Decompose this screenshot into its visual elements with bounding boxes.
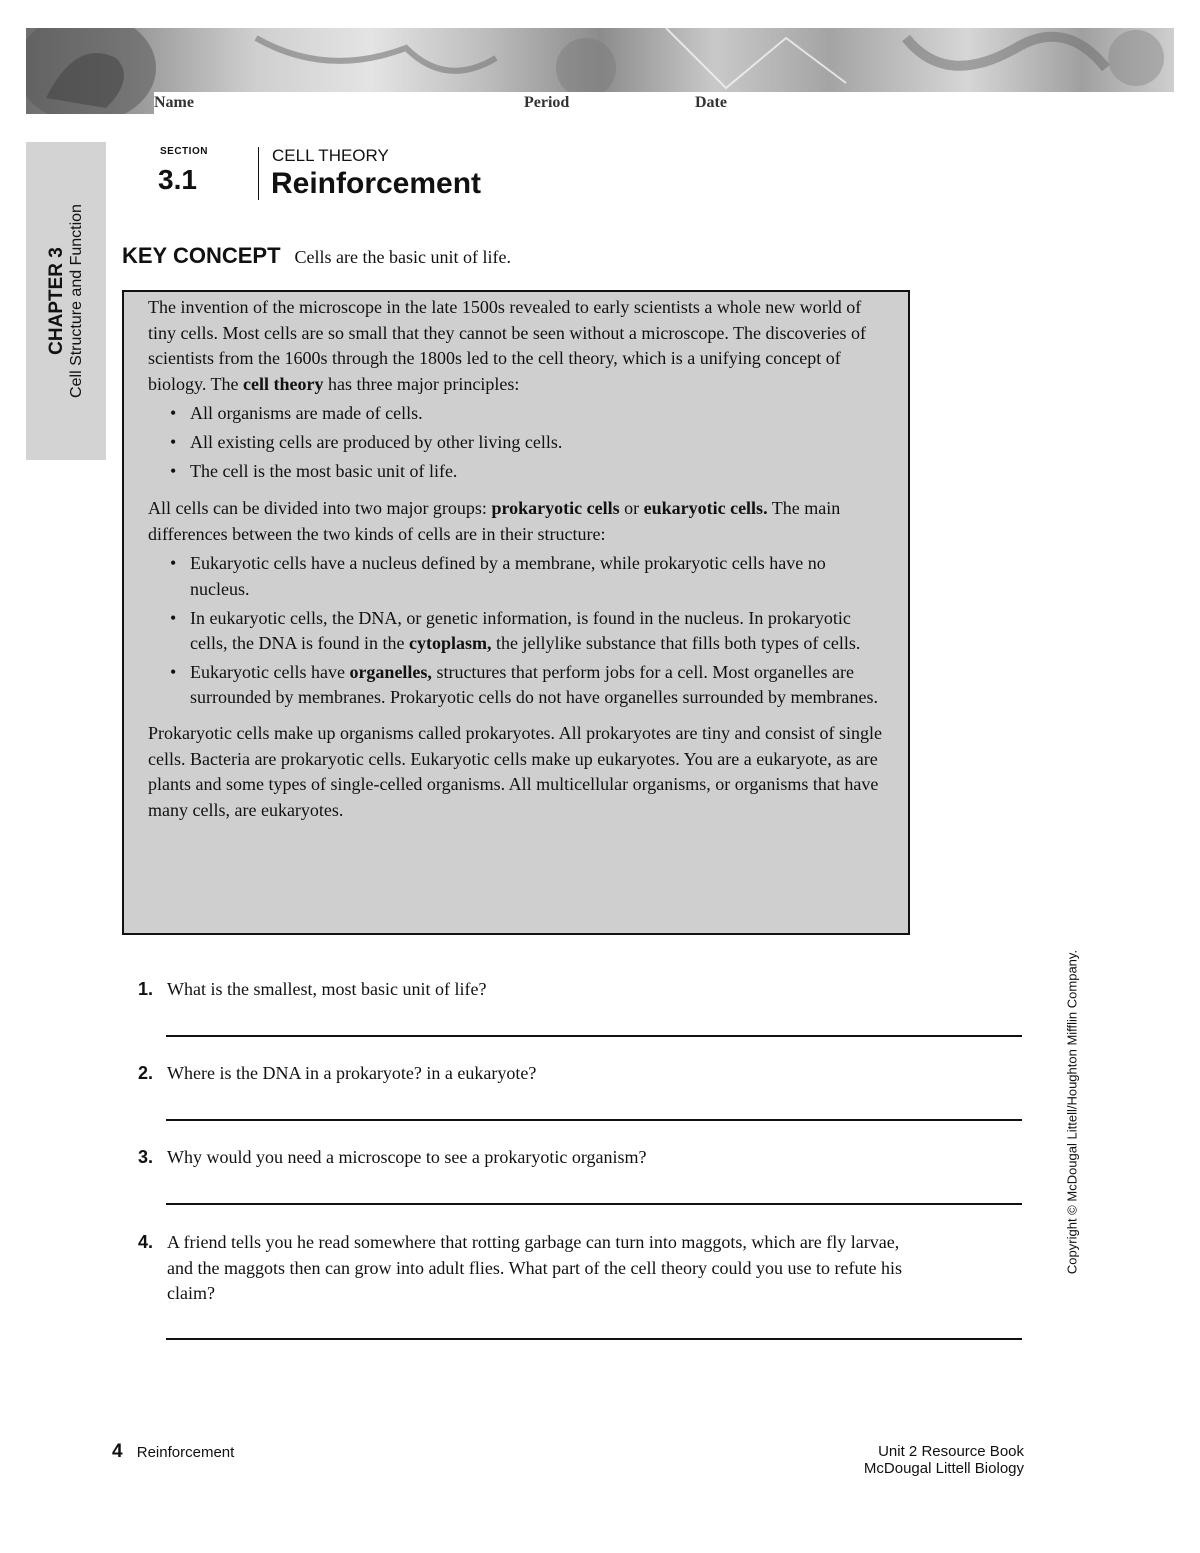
list-item: [148, 660, 886, 711]
list-item: • All organisms are made of cells.: [148, 401, 886, 427]
chapter-number: CHAPTER 3: [45, 247, 67, 355]
chapter-side-label: [46, 151, 86, 451]
term-organelles: organelles,: [349, 661, 432, 682]
question-text: Where is the DNA in a prokaryote? in a eukaryote?: [167, 1063, 537, 1083]
term-eukaryotic-cells: eukaryotic cells.: [643, 498, 768, 519]
question-2: [138, 1061, 918, 1087]
question-3: [138, 1145, 918, 1171]
passage-text: structures that perform jobs for a cell. Most organelles are surrounded by membranes. Prokaryotic cells do not have organelles surrounded by membranes.: [190, 661, 878, 708]
passage-paragraph-3: Prokaryotic cells make up organisms called prokaryotes. All prokaryotes are tiny and consist of single cells. Bacteria are prokaryotic cells. Eukaryotic cells make up eukaryotes. You are a eukaryote, as are plants and some types of single-celled organisms. All multicellular organisms, or organisms that have many cells, are eukaryotes.: [148, 722, 882, 820]
period-label: Period: [524, 94, 570, 111]
passage-text: The invention of the microscope in the late 1500s revealed to early scientists a whole new world of tiny cells. Most cells are so small that they cannot be seen without a microscope. The discoveries of scientists from the 1600s through the 1800s led to the cell theory, which is a unifying concept of biology. The: [148, 297, 866, 394]
answer-line-4[interactable]: [166, 1338, 1022, 1340]
question-number: 4.: [138, 1232, 154, 1252]
footer-page-label: Reinforcement: [136, 1444, 235, 1461]
principles-list: [148, 401, 886, 484]
key-concept-label: KEY CONCEPT: [122, 243, 281, 268]
passage-paragraph-2: [148, 496, 886, 547]
question-1: [138, 977, 918, 1003]
list-item: • The cell is the most basic unit of life.: [148, 459, 886, 485]
question-text: A friend tells you he read somewhere that rotting garbage can turn into maggots, which are fly larvae, and the maggots then can grow into adult flies. What part of the cell theory could you use to refute his claim?: [167, 1232, 902, 1304]
term-prokaryotic-cells: prokaryotic cells: [491, 498, 620, 519]
page-number: 4: [112, 1441, 123, 1462]
answer-line-2[interactable]: [166, 1119, 1022, 1121]
question-4: [138, 1230, 918, 1307]
question-text: What is the smallest, most basic unit of life?: [167, 979, 487, 999]
question-number: 2.: [138, 1063, 154, 1083]
passage-text: the jellylike substance that fills both types of cells.: [491, 633, 861, 654]
passage-text: The main differences between the two kinds of cells are in their structure:: [148, 498, 841, 544]
list-item: • All existing cells are produced by other living cells.: [148, 430, 886, 456]
term-cell-theory: cell theory: [243, 373, 324, 394]
footer-book-info: [864, 1443, 1024, 1477]
name-label: Name: [154, 94, 194, 111]
chapter-title: Cell Structure and Function: [67, 204, 85, 398]
footer-book-title: Unit 2 Resource Book: [878, 1443, 1024, 1460]
section-topic: CELL THEORY: [272, 146, 389, 165]
question-number: 3.: [138, 1147, 154, 1167]
passage-text: All cells can be divided into two major groups:: [148, 498, 492, 519]
reading-passage-box: [122, 290, 910, 935]
passage-paragraph-1: [148, 295, 886, 397]
passage-text: has three major principles:: [323, 373, 520, 394]
list-item: [148, 606, 886, 657]
passage-text: In eukaryotic cells, the DNA, or genetic information, is found in the nucleus. In prokaryotic cells, the DNA is found in the: [190, 607, 851, 654]
section-number: 3.1: [158, 164, 197, 195]
question-text: Why would you need a microscope to see a prokaryotic organism?: [167, 1147, 647, 1167]
question-number: 1.: [138, 979, 154, 999]
section-divider: [258, 147, 259, 200]
answer-line-1[interactable]: [166, 1035, 1022, 1037]
key-concept-text: Cells are the basic unit of life.: [294, 247, 511, 267]
list-item: • Eukaryotic cells have a nucleus defined by a membrane, while prokaryotic cells have no nucleus.: [148, 551, 886, 602]
footer-page-info: [112, 1441, 234, 1463]
page-title: Reinforcement: [271, 167, 482, 200]
passage-text: Eukaryotic cells have: [190, 661, 350, 682]
date-label: Date: [695, 94, 727, 111]
term-cytoplasm: cytoplasm,: [408, 633, 492, 654]
answer-line-3[interactable]: [166, 1203, 1022, 1205]
key-concept: [122, 243, 511, 269]
header-banner-image: [26, 28, 1174, 114]
section-label: SECTION: [160, 146, 208, 157]
footer-publisher: McDougal Littell Biology: [863, 1460, 1024, 1477]
passage-text: or: [619, 498, 644, 519]
differences-list: [148, 551, 886, 711]
copyright-notice: Copyright © McDougal Littell/Houghton Mifflin Company.: [1064, 949, 1080, 1275]
